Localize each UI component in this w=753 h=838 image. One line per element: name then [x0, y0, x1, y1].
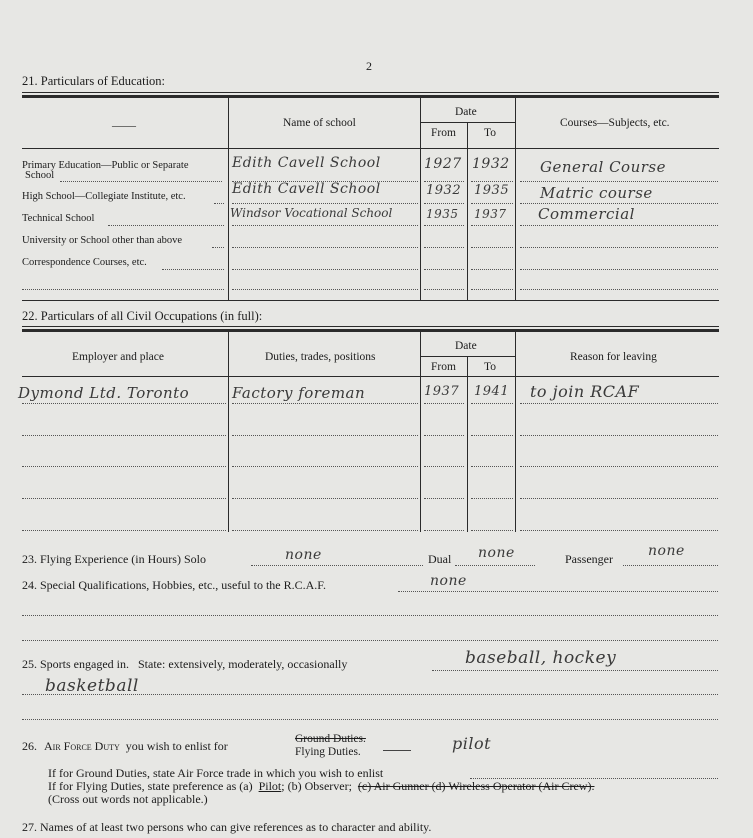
dotted-line	[424, 203, 464, 204]
dotted-line	[623, 565, 718, 566]
dotted-line	[232, 403, 418, 404]
education-date-rule	[420, 122, 515, 123]
air-force-duty-caps: Air Force Duty	[44, 739, 120, 753]
sports-label-text: 25. Sports engaged in.	[22, 657, 129, 671]
dotted-line	[22, 615, 718, 616]
dotted-line	[520, 225, 718, 226]
courses-header: Courses—Subjects, etc.	[560, 117, 670, 129]
dotted-line	[471, 225, 513, 226]
dotted-line	[520, 498, 718, 499]
education-row-label: University or School other than above	[22, 235, 183, 246]
ground-duties-option: Ground Duties.	[295, 733, 366, 745]
air-force-duty-rest: you wish to enlist for	[125, 739, 228, 753]
duties-entry: Factory foreman	[232, 384, 366, 402]
dotted-line	[471, 247, 513, 248]
dotted-line	[22, 466, 226, 467]
primary-from-entry: 1927	[424, 156, 462, 172]
dotted-line	[471, 289, 513, 290]
dotted-line	[251, 565, 423, 566]
dotted-line	[520, 269, 718, 270]
dotted-line	[424, 403, 464, 404]
education-col-line	[515, 98, 516, 301]
education-row-label: Primary Education—Public or Separate	[22, 160, 189, 171]
employer-header: Employer and place	[72, 351, 164, 363]
occupations-from-header: From	[431, 361, 456, 373]
dotted-line	[432, 670, 718, 671]
education-top-rule	[22, 92, 719, 93]
dotted-line	[424, 435, 464, 436]
dotted-line	[520, 203, 718, 204]
dotted-line	[455, 565, 535, 566]
education-row-label: High School—Collegiate Institute, etc.	[22, 191, 186, 202]
name-of-school-header: Name of school	[283, 117, 356, 129]
dotted-line	[22, 640, 718, 641]
education-bottom-rule	[22, 300, 719, 301]
dotted-line	[232, 530, 418, 531]
special-qualifications-entry: none	[430, 573, 467, 589]
dotted-line	[232, 498, 418, 499]
air-force-duty-entry: pilot	[452, 734, 492, 753]
dual-label: Dual	[428, 552, 452, 566]
technical-school-entry: Windsor Vocational School	[230, 206, 393, 220]
dotted-line	[108, 225, 224, 226]
high-courses-entry: Matric course	[540, 184, 653, 202]
dotted-line	[424, 289, 464, 290]
dotted-line	[232, 269, 418, 270]
education-header-rule	[22, 148, 719, 149]
dotted-line	[424, 269, 464, 270]
occupations-header-rule	[22, 376, 719, 377]
dotted-line	[214, 203, 224, 204]
dotted-line	[471, 203, 513, 204]
references-label: 27. Names of at least two persons who can give references as to character and ability.	[22, 820, 432, 834]
dotted-line	[22, 289, 224, 290]
education-row-label: School	[25, 170, 55, 181]
occupation-to-entry: 1941	[474, 384, 510, 399]
reason-entry: to join RCAF	[530, 382, 640, 401]
dotted-line	[398, 591, 718, 592]
sports-entry-2: basketball	[45, 676, 139, 696]
dotted-line	[520, 466, 718, 467]
air-force-duty-num: 26.	[22, 739, 37, 753]
occupations-date-header: Date	[455, 340, 477, 352]
dotted-line	[424, 181, 464, 182]
dotted-line	[22, 719, 718, 720]
dotted-line	[22, 498, 226, 499]
dotted-line	[232, 247, 418, 248]
passenger-label: Passenger	[565, 552, 613, 566]
dotted-line	[520, 289, 718, 290]
education-title: 21. Particulars of Education:	[22, 74, 166, 88]
dotted-line	[232, 289, 418, 290]
technical-to-entry: 1937	[474, 207, 507, 221]
dotted-line	[424, 225, 464, 226]
duties-header: Duties, trades, positions	[265, 351, 376, 363]
dotted-line	[232, 435, 418, 436]
education-dash-header: ——	[112, 118, 136, 132]
dotted-line	[520, 435, 718, 436]
dotted-line	[232, 466, 418, 467]
occupations-top-rule-thick	[22, 329, 719, 332]
high-to-entry: 1935	[474, 183, 510, 198]
special-qualifications-label: 24. Special Qualifications, Hobbies, etc., useful to the R.C.A.F.	[22, 578, 326, 592]
occupations-col-line	[420, 332, 421, 532]
dotted-line	[232, 203, 418, 204]
dotted-line	[471, 435, 513, 436]
technical-courses-entry: Commercial	[538, 205, 635, 223]
passenger-entry: none	[648, 543, 685, 559]
occupations-col-line	[228, 332, 229, 532]
dotted-line	[22, 530, 226, 531]
dotted-line	[471, 269, 513, 270]
occupation-from-entry: 1937	[424, 384, 460, 399]
dotted-line	[520, 247, 718, 248]
education-top-rule-thick	[22, 95, 719, 98]
dotted-line	[424, 247, 464, 248]
dotted-line	[22, 435, 226, 436]
dotted-line	[424, 530, 464, 531]
reason-header: Reason for leaving	[570, 351, 657, 363]
dotted-line	[424, 498, 464, 499]
cross-out-note: (Cross out words not applicable.)	[48, 792, 208, 806]
dotted-line	[471, 466, 513, 467]
dotted-line	[232, 225, 418, 226]
dotted-line	[520, 403, 718, 404]
sports-entry: baseball, hockey	[465, 648, 617, 668]
dotted-line	[22, 403, 226, 404]
education-from-header: From	[431, 127, 456, 139]
dotted-line	[22, 694, 718, 695]
dotted-line	[471, 181, 513, 182]
primary-to-entry: 1932	[472, 156, 510, 172]
occupations-top-rule	[22, 326, 719, 327]
dotted-line	[471, 403, 513, 404]
air-force-duty-label	[22, 739, 228, 754]
flying-experience-label: 23. Flying Experience (in Hours) Solo	[22, 552, 206, 566]
employer-entry: Dymond Ltd. Toronto	[18, 384, 190, 402]
education-row-label: Correspondence Courses, etc.	[22, 257, 147, 268]
occupations-to-header: To	[484, 361, 496, 373]
sports-label	[22, 657, 347, 672]
dotted-line	[471, 530, 513, 531]
dotted-line	[212, 247, 224, 248]
primary-school-entry: Edith Cavell School	[232, 155, 381, 171]
occupations-date-rule	[420, 356, 515, 357]
high-from-entry: 1932	[426, 183, 462, 198]
education-col-line	[228, 98, 229, 301]
dotted-line	[520, 530, 718, 531]
primary-courses-entry: General Course	[540, 158, 666, 176]
occupations-col-line	[467, 356, 468, 532]
solo-entry: none	[285, 547, 322, 563]
observer-option: ; (b) Observer;	[281, 779, 352, 793]
flying-duties-option: Flying Duties.	[295, 746, 361, 758]
dotted-line	[60, 181, 222, 182]
education-to-header: To	[484, 127, 496, 139]
pilot-option: Pilot	[258, 779, 282, 793]
struck-options: (c) Air Gunner (d) Wireless Operator (Air Crew).	[357, 779, 595, 793]
dotted-line	[520, 181, 718, 182]
flying-duties-arrow	[383, 750, 411, 751]
occupations-col-line	[515, 332, 516, 532]
dotted-line	[471, 498, 513, 499]
dual-entry: none	[478, 545, 515, 561]
sports-state-text: State: extensively, moderately, occasionally	[138, 657, 348, 671]
technical-from-entry: 1935	[426, 207, 459, 221]
education-date-header: Date	[455, 106, 477, 118]
high-school-entry: Edith Cavell School	[232, 181, 381, 197]
page-number: 2	[366, 59, 372, 73]
occupations-title: 22. Particulars of all Civil Occupations (in full):	[22, 309, 263, 323]
flying-preference-prefix: If for Flying Duties, state preference as (a)	[48, 779, 253, 793]
ground-trade-line: If for Ground Duties, state Air Force trade in which you wish to enlist	[48, 766, 384, 780]
dotted-line	[162, 269, 224, 270]
education-col-line	[420, 98, 421, 301]
education-row-label: Technical School	[22, 213, 95, 224]
dotted-line	[424, 466, 464, 467]
